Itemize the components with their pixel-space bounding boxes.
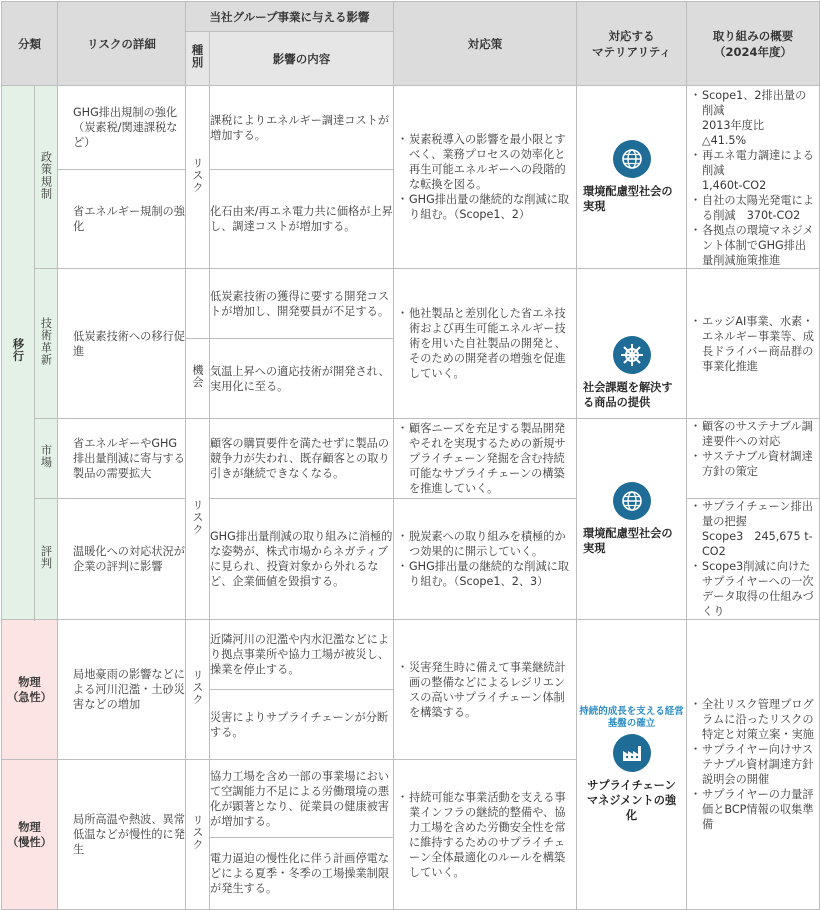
globe-icon	[613, 140, 651, 178]
header-risk-detail: リスクの詳細	[58, 2, 186, 86]
type-risk: リスク	[186, 620, 210, 760]
impact-content: 電力逼迫の慢性化に伴う計画停電などによる夏季・冬季の工場操業制限が発生する。	[210, 838, 394, 910]
header-summary: 取り組みの概要 （2024年度）	[687, 2, 820, 86]
header-countermeasure: 対応策	[394, 2, 577, 86]
risk-detail: 局地豪雨の影響などによる河川氾濫・土砂災害などの増加	[58, 620, 186, 760]
type-risk: リスク	[186, 760, 210, 910]
impact-content: 化石由来/再エネ電力共に価格が上昇し、調達コストが増加する。	[210, 170, 394, 269]
category-physical-acute: 物理 （急性）	[2, 620, 58, 760]
materiality: 環境配慮型社会の実現	[577, 86, 687, 269]
category-physical-chronic: 物理 （慢性）	[2, 760, 58, 910]
countermeasure	[394, 86, 577, 269]
header-category: 分類	[2, 2, 58, 86]
helm-icon	[613, 336, 651, 374]
risk-detail: 省エネルギーやGHG排出量削減に寄与する製品の需要拡大	[58, 419, 186, 499]
materiality: 環境配慮型社会の実現	[577, 419, 687, 620]
countermeasure-list: ・ 炭素税導入の影響を最小限とすべく、業務プロセスの効率化と再生可能エネルギーへの段階的な転換を図る。 ・ GHG排出量の継続的な削減に取り組む。（Scope1、2）	[394, 132, 576, 222]
risk-detail: 低炭素技術への移行促進	[58, 269, 186, 419]
materiality: 持続的成長を支える経営基盤の確立 サプライチェーンマネジメントの強化	[577, 620, 687, 910]
countermeasure: ・ 顧客ニーズを充足する製品開発やそれを実現するための新規サプライチェーン発掘を含む持続可能なサプライチェーンの構築を推進していく。	[394, 419, 577, 499]
subcategory-policy: 政策規制	[35, 86, 58, 269]
impact-content: 協力工場を含め一部の事業場において空調能力不足による労働環境の悪化が顕著となり、従業員の健康被害が増加する。	[210, 760, 394, 838]
risk-detail: 省エネルギー規制の強化	[58, 170, 186, 269]
risk-detail: GHG排出規制の強化（炭素税/関連課税など）	[58, 86, 186, 170]
impact-content: 気温上昇への適応技術が開発され、実用化に至る。	[210, 339, 394, 419]
type-risk: リスク	[186, 86, 210, 269]
impact-content: 顧客の購買要件を満たせずに製品の競争力が失われ、既存顧客との取り引きが継続できなくなる。	[210, 419, 394, 499]
countermeasure: ・ 持続可能な事業活動を支える事業インフラの継続的整備や、協力工場を含めた労働安全性を常に維持するためのサプライチェーン全体最適化のルールを構築していく。	[394, 760, 577, 910]
impact-content: GHG排出量削減の取り組みに消極的な姿勢が、株式市場からネガティブに見られ、投資対象から外れるなど、企業価値を毀損する。	[210, 499, 394, 620]
type-risk: リスク	[186, 419, 210, 620]
header-impact-group: 当社グループ事業に与える影響	[186, 2, 394, 32]
countermeasure: ・ 災害発生時に備えて事業継続計画の整備などによるレジリエンスの高いサプライチェーン体制を構築する。	[394, 620, 577, 760]
summary: ・ 全社リスク管理プログラムに沿ったリスクの特定と対策立案・実施 ・ サプライヤー向けサステナブル資材調達方針説明会の開催 ・ サプライヤーの力量評価とBCP情報の収集準備	[687, 620, 820, 910]
impact-content: 低炭素技術の獲得に要する開発コストが増加し、開発要員が不足する。	[210, 269, 394, 339]
impact-content: 近隣河川の氾濫や内水氾濫などにより拠点事業所や協力工場が被災し、操業を停止する。	[210, 620, 394, 690]
impact-content: 課税によりエネルギー調達コストが増加する。	[210, 86, 394, 170]
category-transition: 移行	[2, 86, 35, 620]
subcategory-technology: 技術革新	[35, 269, 58, 419]
countermeasure: ・ 脱炭素への取り組みを積極的かつ効果的に開示していく。 ・ GHG排出量の継続的な削減に取り組む。（Scope1、2、3）	[394, 499, 577, 620]
impact-content: 災害によりサプライチェーンが分断する。	[210, 690, 394, 760]
header-impact-content: 影響の内容	[210, 32, 394, 86]
summary: ・ Scope1、2排出量の削減 2013年度比 △41.5% ・ 再エネ電力調達による削減 1,460t-CO2 ・ 自社の太陽光発電による削減 370t-CO2 ・ 各拠点の環境マネジメント体制でGHG排出量削減施策推進	[687, 86, 820, 269]
factory-icon	[613, 734, 651, 772]
globe-icon	[613, 482, 651, 520]
summary: ・ サプライチェーン排出量の把握 Scope3 245,675 t-CO2 ・ Scope3削減に向けたサプライヤーへの一次データ取得の仕組みづくり	[687, 499, 820, 620]
summary: ・ エッジAI事業、水素・エネルギー事業等、成長ドライバー商品群の事業化推進	[687, 269, 820, 419]
header-materiality: 対応する マテリアリティ	[577, 2, 687, 86]
type-opportunity: 機会	[186, 339, 210, 419]
subcategory-reputation: 評判	[35, 499, 58, 620]
countermeasure: ・ 他社製品と差別化した省エネ技術および再生可能エネルギー技術を用いた自社製品の開発と、そのための開発者の増強を促進していく。	[394, 269, 577, 419]
risk-detail: 温暖化への対応状況が企業の評判に影響	[58, 499, 186, 620]
header-type: 種別	[190, 44, 205, 69]
materiality: 社会課題を解決する商品の提供	[577, 269, 687, 419]
risk-detail: 局所高温や熱波、異常低温などが慢性的に発生	[58, 760, 186, 910]
summary: ・ 顧客のサステナブル調達要件への対応 ・ サステナブル資材調達方針の策定	[687, 419, 820, 499]
subcategory-market: 市場	[35, 419, 58, 499]
climate-risk-table	[1, 1, 820, 910]
